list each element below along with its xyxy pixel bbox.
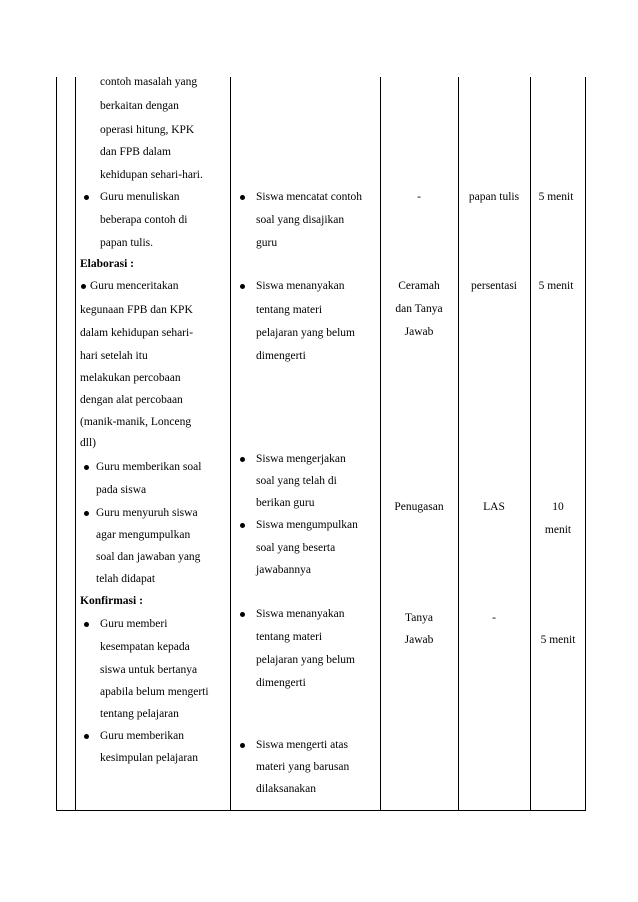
column-divider xyxy=(75,77,76,811)
guru-text: papan tulis. xyxy=(100,237,154,249)
bullet-icon xyxy=(240,284,245,289)
guru-text: beberapa contoh di xyxy=(100,214,188,226)
siswa-text: Siswa menanyakan xyxy=(256,280,345,292)
siswa-text: dilaksanakan xyxy=(256,783,317,795)
guru-text: tentang pelajaran xyxy=(100,708,179,720)
waktu-text: 5 menit xyxy=(538,191,574,203)
bullet-icon xyxy=(84,622,89,627)
siswa-text: dimengerti xyxy=(256,677,306,689)
guru-text: kehidupan sehari-hari. xyxy=(100,169,203,181)
guru-text: siswa untuk bertanya xyxy=(100,664,198,676)
guru-text: Guru menceritakan xyxy=(90,280,179,292)
siswa-text: Siswa menanyakan xyxy=(256,608,345,620)
guru-text: kesempatan kepada xyxy=(100,641,190,653)
bullet-icon xyxy=(240,612,245,617)
waktu-text: 5 menit xyxy=(540,634,576,646)
column-divider xyxy=(458,77,459,811)
siswa-text: tentang materi xyxy=(256,304,323,316)
metode-text: Jawab xyxy=(404,634,434,646)
guru-text: telah didapat xyxy=(96,573,156,585)
metode-text: Jawab xyxy=(404,326,434,338)
bullet-icon xyxy=(84,511,89,516)
waktu-text: menit xyxy=(544,524,572,536)
bullet-icon xyxy=(84,734,89,739)
guru-text: Guru menyuruh siswa xyxy=(96,507,198,519)
bullet-icon xyxy=(240,743,245,748)
bullet-icon xyxy=(240,195,245,200)
guru-text: dll) xyxy=(80,437,96,449)
guru-text: soal dan jawaban yang xyxy=(96,551,201,563)
column-divider xyxy=(530,77,531,811)
guru-text: operasi hitung, KPK xyxy=(100,124,195,136)
bullet-icon xyxy=(240,457,245,462)
bullet-icon xyxy=(240,523,245,528)
guru-text: Guru memberi xyxy=(100,618,168,630)
bullet-icon xyxy=(81,284,86,289)
section-heading: Elaborasi : xyxy=(80,258,134,270)
guru-text: Guru memberikan xyxy=(100,730,184,742)
siswa-text: dimengerti xyxy=(256,350,306,362)
guru-text: dan FPB dalam xyxy=(100,146,171,158)
guru-text: (manik-manik, Lonceng xyxy=(80,416,192,428)
section-heading: Konfirmasi : xyxy=(80,595,143,607)
media-text: LAS xyxy=(483,501,505,513)
siswa-text: tentang materi xyxy=(256,631,323,643)
guru-text: melakukan percobaan xyxy=(80,372,181,384)
guru-text: kegunaan FPB dan KPK xyxy=(80,304,193,316)
waktu-text: 10 xyxy=(552,501,564,513)
guru-text: berkaitan dengan xyxy=(100,100,179,112)
guru-text: Guru memberikan soal xyxy=(96,461,202,473)
metode-text: - xyxy=(417,191,421,203)
guru-text: contoh masalah yang xyxy=(100,76,198,88)
metode-text: dan Tanya xyxy=(395,303,443,315)
siswa-text: berikan guru xyxy=(256,497,315,509)
metode-text: Ceramah xyxy=(398,280,440,292)
siswa-text: soal yang disajikan xyxy=(256,214,345,226)
siswa-text: Siswa mengerjakan xyxy=(256,453,346,465)
column-divider xyxy=(230,77,231,811)
siswa-text: Siswa mencatat contoh xyxy=(256,191,363,203)
siswa-text: jawabannya xyxy=(256,564,311,576)
media-text: persentasi xyxy=(471,280,517,292)
guru-text: apabila belum mengerti xyxy=(100,686,209,698)
guru-text: agar mengumpulkan xyxy=(96,529,191,541)
metode-text: Tanya xyxy=(405,612,433,624)
guru-text: hari setelah itu xyxy=(80,350,148,362)
guru-text: kesimpulan pelajaran xyxy=(100,752,199,764)
column-divider xyxy=(380,77,381,811)
metode-text: Penugasan xyxy=(394,501,444,513)
siswa-text: materi yang barusan xyxy=(256,761,350,773)
siswa-text: soal yang beserta xyxy=(256,542,336,554)
media-text: papan tulis xyxy=(468,191,520,203)
siswa-text: pelajaran yang belum xyxy=(256,654,355,666)
guru-text: pada siswa xyxy=(96,484,147,496)
bullet-icon xyxy=(84,465,89,470)
siswa-text: Siswa mengerti atas xyxy=(256,739,348,751)
siswa-text: guru xyxy=(256,237,278,249)
waktu-text: 5 menit xyxy=(538,280,574,292)
siswa-text: Siswa mengumpulkan xyxy=(256,519,358,531)
bullet-icon xyxy=(84,195,89,200)
guru-text: dengan alat percobaan xyxy=(80,394,183,406)
siswa-text: pelajaran yang belum xyxy=(256,327,355,339)
table-frame xyxy=(56,77,586,811)
guru-text: Guru menuliskan xyxy=(100,191,180,203)
guru-text: dalam kehidupan sehari- xyxy=(80,327,194,339)
siswa-text: soal yang telah di xyxy=(256,475,337,487)
media-text: - xyxy=(492,612,496,624)
